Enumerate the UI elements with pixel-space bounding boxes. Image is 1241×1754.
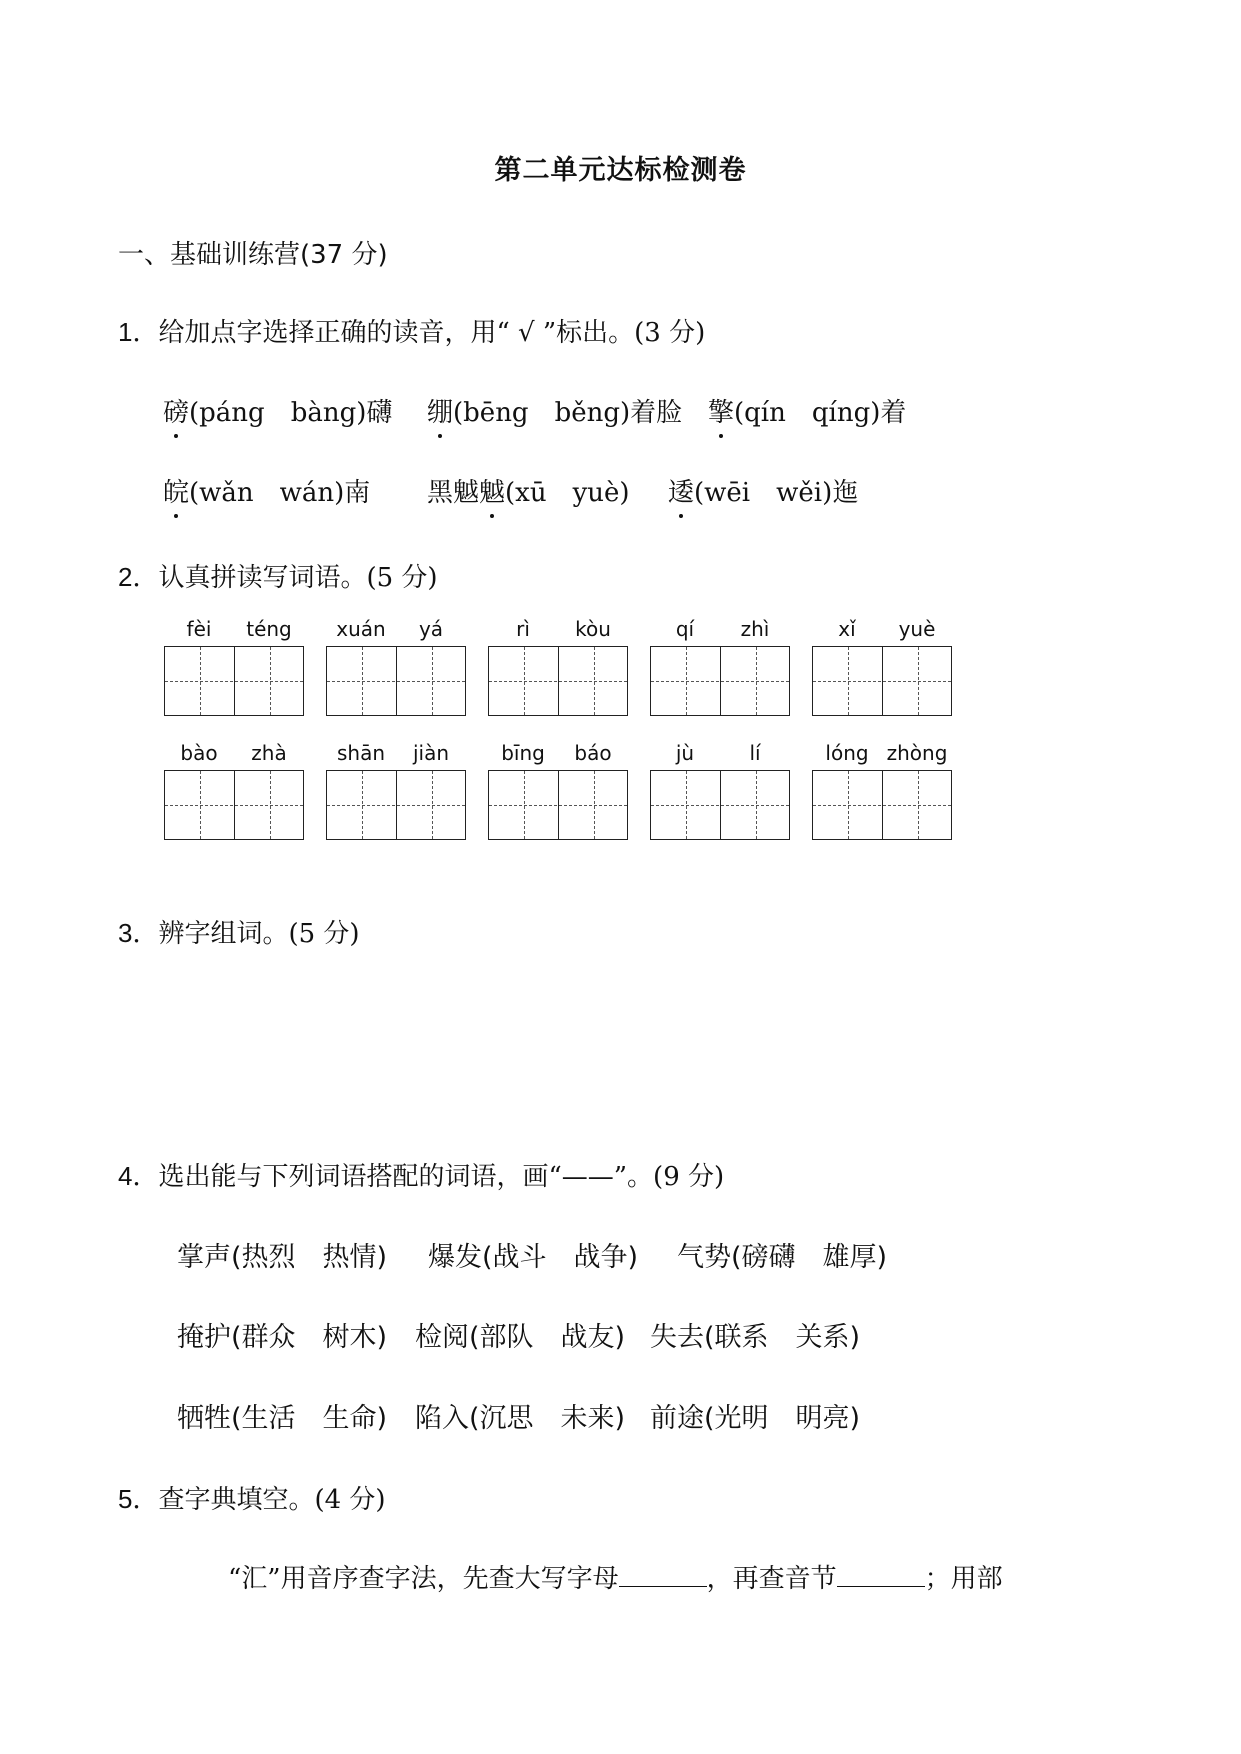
collocation-item <box>650 1315 860 1354</box>
writing-box[interactable] <box>488 646 628 716</box>
question-number: 3． <box>118 918 159 948</box>
pinyin-label: téng <box>246 617 292 641</box>
collocation-word: 检阅 <box>415 1322 469 1353</box>
pinyin-choice <box>163 472 370 509</box>
guide-line <box>813 805 951 806</box>
q5-sentence <box>228 1558 1003 1595</box>
pinyin-choice <box>708 392 906 429</box>
pinyin-label: shān <box>336 741 386 765</box>
guide-line <box>362 647 363 715</box>
guide-line <box>200 771 201 839</box>
prefix-text: 黑魆 <box>427 478 480 508</box>
dotted-char: 逶 <box>668 472 694 509</box>
collocation-options[interactable]: (生活 生命) <box>231 1403 388 1434</box>
guide-line <box>594 647 595 715</box>
collocation-options[interactable]: (战斗 战争) <box>482 1242 639 1273</box>
writing-box[interactable] <box>812 646 952 716</box>
writing-box[interactable] <box>650 770 790 840</box>
pinyin-label: lí <box>749 741 761 765</box>
pinyin-choice <box>668 472 858 509</box>
collocation-word: 牺牲 <box>177 1403 231 1434</box>
fill-blank[interactable] <box>619 1564 707 1587</box>
collocation-options[interactable]: (热烈 热情) <box>231 1242 388 1273</box>
collocation-word: 陷入 <box>415 1403 469 1434</box>
pinyin-label: jiàn <box>412 741 450 765</box>
collocation-item <box>415 1315 625 1354</box>
pinyin-label: xǐ <box>838 617 856 641</box>
cell-divider <box>558 771 559 839</box>
collocation-options[interactable]: (沉思 未来) <box>469 1403 626 1434</box>
guide-line <box>918 647 919 715</box>
q1-row-2 <box>0 472 1241 512</box>
pinyin-label: bīng <box>501 741 545 765</box>
question-text: 查字典填空。(4 分) <box>158 1485 386 1515</box>
collocation-options[interactable]: (磅礴 雄厚) <box>731 1242 888 1273</box>
choice-text: (bēng běng)着脸 <box>453 398 683 428</box>
choice-text: (wēi wěi)迤 <box>694 478 859 508</box>
choice-text: (qín qíng)着 <box>734 398 907 428</box>
guide-line <box>165 681 303 682</box>
collocation-word: 气势 <box>677 1242 731 1273</box>
pinyin-label: lóng <box>825 741 869 765</box>
collocation-options[interactable]: (联系 关系) <box>704 1322 861 1353</box>
question-3 <box>118 913 360 950</box>
guide-line <box>813 681 951 682</box>
question-text: 选出能与下列词语搭配的词语，画“——”。(9 分) <box>158 1162 725 1192</box>
collocation-word: 爆发 <box>428 1242 482 1273</box>
pinyin-label: zhì <box>740 617 770 641</box>
pinyin-choice <box>163 392 392 429</box>
guide-line <box>594 771 595 839</box>
guide-line <box>756 647 757 715</box>
guide-line <box>524 771 525 839</box>
q1-row-1 <box>0 392 1241 432</box>
question-2 <box>118 557 438 594</box>
cell-divider <box>234 647 235 715</box>
dotted-char: 擎 <box>708 392 734 429</box>
collocation-item <box>677 1235 887 1274</box>
writing-box[interactable] <box>164 770 304 840</box>
pinyin-label: zhòng <box>886 741 948 765</box>
q4-row-1 <box>0 1235 1241 1275</box>
collocation-item <box>415 1396 625 1435</box>
guide-line <box>270 771 271 839</box>
pinyin-label: zhà <box>251 741 287 765</box>
guide-line <box>327 805 465 806</box>
collocation-word: 前途 <box>650 1403 704 1434</box>
pinyin-label: fèi <box>186 617 212 641</box>
choice-text: (wǎn wán)南 <box>189 478 371 508</box>
guide-line <box>327 681 465 682</box>
pinyin-label: jù <box>675 741 695 765</box>
guide-line <box>848 771 849 839</box>
writing-box[interactable] <box>650 646 790 716</box>
guide-line <box>432 771 433 839</box>
guide-line <box>524 647 525 715</box>
pinyin-label: yá <box>418 617 444 641</box>
writing-box[interactable] <box>326 770 466 840</box>
collocation-options[interactable]: (部队 战友) <box>469 1322 626 1353</box>
question-text: 认真拼读写词语。(5 分) <box>158 563 438 593</box>
cell-divider <box>882 647 883 715</box>
collocation-word: 掌声 <box>177 1242 231 1273</box>
cell-divider <box>396 771 397 839</box>
page-title: 第二单元达标检测卷 <box>494 155 747 186</box>
cell-divider <box>234 771 235 839</box>
guide-line <box>165 805 303 806</box>
question-1 <box>118 312 705 349</box>
collocation-options[interactable]: (群众 树木) <box>231 1322 388 1353</box>
guide-line <box>651 681 789 682</box>
guide-line <box>848 647 849 715</box>
collocation-item <box>177 1235 387 1274</box>
pinyin-label: kòu <box>575 617 611 641</box>
guide-line <box>489 681 627 682</box>
writing-box[interactable] <box>326 646 466 716</box>
dotted-char: 皖 <box>163 472 189 509</box>
guide-line <box>270 647 271 715</box>
collocation-item <box>177 1315 387 1354</box>
cell-divider <box>558 647 559 715</box>
question-text: 给加点字选择正确的读音，用“ √ ”标出。(3 分) <box>158 318 706 348</box>
guide-line <box>200 647 201 715</box>
fill-blank[interactable] <box>837 1564 925 1587</box>
question-4 <box>118 1156 724 1193</box>
dotted-char: 绷 <box>427 392 453 429</box>
guide-line <box>432 647 433 715</box>
section-heading: 一、基础训练营(37 分) <box>118 240 388 270</box>
cell-divider <box>882 771 883 839</box>
collocation-item <box>428 1235 638 1274</box>
collocation-options[interactable]: (光明 明亮) <box>704 1403 861 1434</box>
collocation-word: 失去 <box>650 1322 704 1353</box>
question-number: 5． <box>118 1484 159 1514</box>
guide-line <box>362 771 363 839</box>
choice-text: (xū yuè) <box>505 478 630 508</box>
q4-row-3 <box>0 1396 1241 1436</box>
cell-divider <box>720 647 721 715</box>
collocation-item <box>177 1396 387 1435</box>
pinyin-label: xuán <box>336 617 386 641</box>
cell-divider <box>720 771 721 839</box>
question-text: 辨字组词。(5 分) <box>158 919 360 949</box>
guide-line <box>756 771 757 839</box>
pinyin-label: qí <box>675 617 695 641</box>
guide-line <box>651 805 789 806</box>
guide-line <box>686 647 687 715</box>
sentence-part: “汇”用音序查字法，先查大写字母 <box>228 1564 619 1594</box>
writing-box[interactable] <box>488 770 628 840</box>
pinyin-label: báo <box>574 741 612 765</box>
guide-line <box>918 771 919 839</box>
choice-text: (páng bàng)礴 <box>189 398 393 428</box>
dotted-char: 魆 <box>479 472 505 509</box>
pinyin-choice <box>427 392 682 429</box>
dotted-char: 磅 <box>163 392 189 429</box>
writing-box[interactable] <box>812 770 952 840</box>
pinyin-label: yuè <box>898 617 936 641</box>
question-number: 4． <box>118 1161 159 1191</box>
cell-divider <box>396 647 397 715</box>
guide-line <box>686 771 687 839</box>
writing-box[interactable] <box>164 646 304 716</box>
guide-line <box>489 805 627 806</box>
pinyin-label: rì <box>516 617 530 641</box>
sentence-part: ，再查音节 <box>706 1564 837 1594</box>
pinyin-choice <box>427 472 630 509</box>
pinyin-label: bào <box>180 741 218 765</box>
question-5 <box>118 1479 386 1516</box>
collocation-item <box>650 1396 860 1435</box>
question-number: 1． <box>118 317 159 347</box>
sentence-part: ；用部 <box>924 1564 1003 1594</box>
question-number: 2． <box>118 562 159 592</box>
q4-row-2 <box>0 1315 1241 1355</box>
collocation-word: 掩护 <box>177 1322 231 1353</box>
